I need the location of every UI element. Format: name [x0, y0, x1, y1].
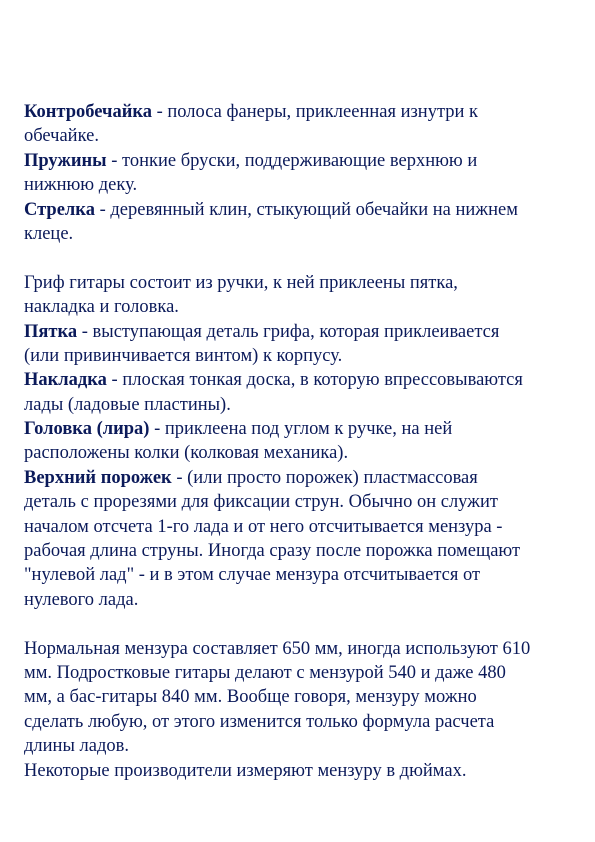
- definition-text: - деревянный клин, стыкующий обечайки на нижнем: [94, 199, 518, 220]
- text-line: [24, 490, 584, 514]
- text-line: [24, 466, 584, 490]
- paragraph-text: Некоторые производители измеряют мензуру в дюймах.: [24, 760, 467, 781]
- text-line: [24, 295, 584, 319]
- text-line: [24, 124, 584, 148]
- paragraph-text: длины ладов.: [24, 736, 129, 757]
- definition-text: клеце.: [24, 223, 74, 244]
- paragraph-text: накладка и головка.: [24, 297, 179, 318]
- definition-text: рабочая длина струны. Иногда сразу после порожка помещают: [24, 541, 521, 562]
- paragraph-gap: [24, 612, 584, 636]
- text-line: [24, 563, 584, 587]
- text-line: [24, 320, 584, 344]
- definition-text: нулевого лада.: [24, 589, 139, 610]
- text-line: [24, 222, 584, 246]
- text-line: [24, 441, 584, 465]
- definition-text: лады (ладовые пластины).: [24, 394, 231, 415]
- definition-text: обечайке.: [24, 126, 99, 147]
- definition-text: нижнюю деку.: [24, 175, 138, 196]
- paragraph-gap: [24, 246, 584, 270]
- text-line: [24, 637, 584, 661]
- definition-text: - выступающая деталь грифа, которая приклеивается: [77, 321, 500, 342]
- text-line: [24, 173, 584, 197]
- text-line: [24, 588, 584, 612]
- definition-text: "нулевой лад" - и в этом случае мензура отсчитывается от: [24, 565, 481, 586]
- term-heading: Стрелка: [24, 199, 95, 220]
- text-line: [24, 344, 584, 368]
- text-line: [24, 734, 584, 758]
- term-heading: Пружины: [24, 150, 107, 171]
- term-heading: Головка (лира): [24, 419, 150, 440]
- text-line: [24, 198, 584, 222]
- text-line: [24, 271, 584, 295]
- paragraph-text: сделать любую, от этого изменится только формула расчета: [24, 711, 495, 732]
- text-line: [24, 393, 584, 417]
- definition-text: - полоса фанеры, приклеенная изнутри к: [151, 102, 479, 122]
- definition-text: началом отсчета 1-го лада и от него отсчитывается мензура -: [24, 516, 503, 537]
- paragraph-text: Гриф гитары состоит из ручки, к ней приклеены пятка,: [24, 272, 458, 293]
- text-line: [24, 759, 584, 783]
- definition-text: расположены колки (колковая механика).: [24, 443, 349, 464]
- paragraph-text: Нормальная мензура составляет 650 мм, иногда используют 610: [24, 638, 531, 659]
- text-line: [24, 661, 584, 685]
- text-line: [24, 100, 584, 124]
- text-line: [24, 515, 584, 539]
- term-heading: Накладка: [24, 370, 107, 391]
- definition-text: - плоская тонкая доска, в которую впрессовываются: [106, 370, 523, 391]
- text-line: [24, 149, 584, 173]
- text-line: [24, 685, 584, 709]
- term-heading: Контробечайка: [24, 102, 152, 122]
- term-heading: Пятка: [24, 321, 78, 342]
- definition-text: - (или просто порожек) пластмассовая: [171, 467, 478, 488]
- term-heading: Верхний порожек: [24, 467, 172, 488]
- paragraph-text: мм, а бас-гитары 840 мм. Вообще говоря, мензуру можно: [24, 687, 477, 708]
- text-line: [24, 368, 584, 392]
- definition-text: - приклеена под углом к ручке, на ней: [149, 419, 453, 440]
- text-line: [24, 539, 584, 563]
- definition-text: - тонкие бруски, поддерживающие верхнюю и: [106, 150, 478, 171]
- paragraph-text: мм. Подростковые гитары делают с мензурой 540 и даже 480: [24, 662, 506, 683]
- text-line: [24, 417, 584, 441]
- definition-text: (или привинчивается винтом) к корпусу.: [24, 345, 343, 366]
- definition-text: деталь с прорезями для фиксации струн. Обычно он служит: [24, 492, 498, 513]
- text-line: [24, 710, 584, 734]
- document-page: [24, 100, 584, 783]
